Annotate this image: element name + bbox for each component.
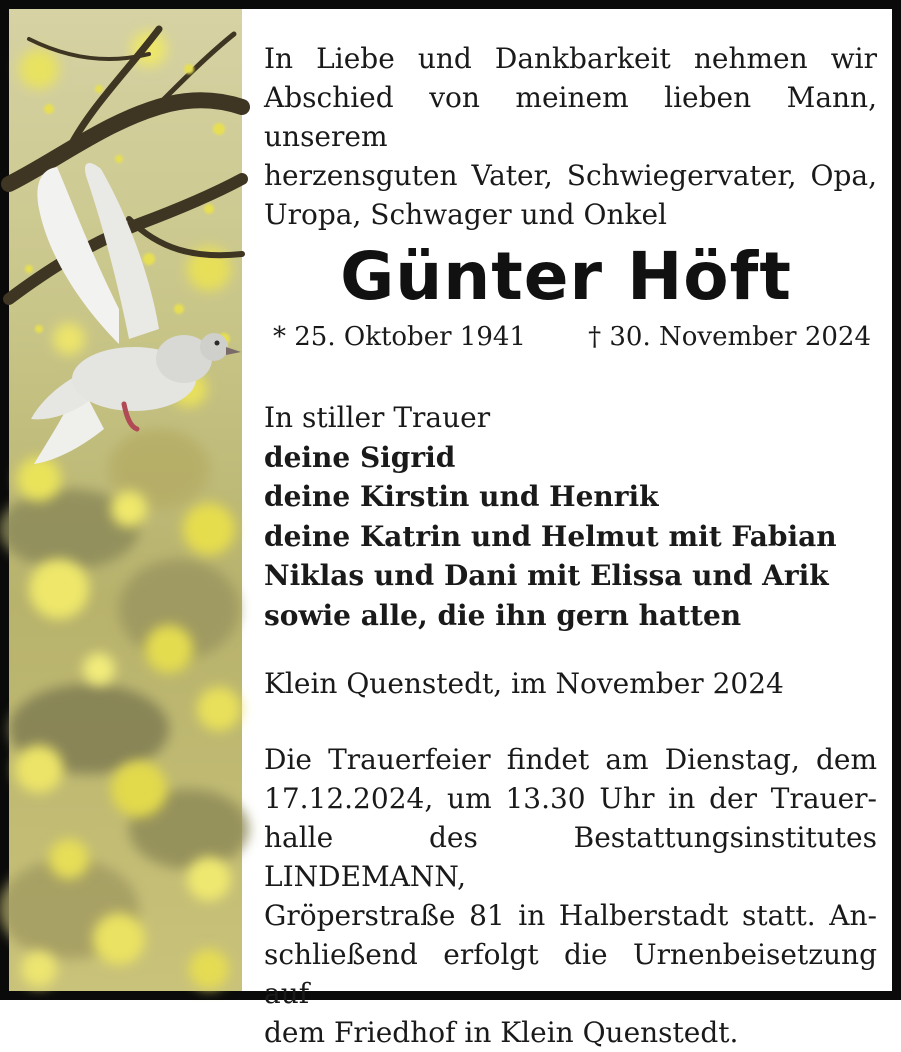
death-date: † 30. November 2024 — [588, 322, 871, 352]
intro-paragraph — [264, 39, 877, 234]
mourning-lead: In stiller Trauer — [264, 401, 491, 434]
birth-date: * 25. Oktober 1941 — [273, 322, 526, 352]
service-line: halle des Bestattungsinstitutes LINDEMANN, — [264, 821, 877, 893]
service-line: schließend erfolgt die Urnenbeisetzung auf — [264, 938, 877, 1010]
intro-line: herzensguten Vater, Schwiegervater, Opa, — [264, 159, 877, 192]
intro-line: Uropa, Schwager und Onkel — [264, 198, 667, 231]
notice-text — [255, 9, 877, 1049]
intro-line: In Liebe und Dankbarkeit nehmen wir — [264, 42, 877, 75]
service-line: Die Trauerfeier findet am Dienstag, dem — [264, 743, 877, 776]
mourner-line: sowie alle, die ihn gern hatten — [264, 598, 742, 632]
mourner-line: Niklas und Dani mit Elissa und Arik — [264, 559, 829, 593]
mourners-block — [264, 398, 877, 636]
intro-line: Abschied von meinem lieben Mann, unserem — [264, 81, 877, 153]
funeral-service-paragraph — [264, 740, 877, 1052]
service-line: dem Friedhof in Klein Quenstedt. — [264, 1016, 739, 1049]
mourner-line: deine Kirstin und Henrik — [264, 480, 659, 514]
deceased-name: Günter Höft — [340, 238, 792, 315]
service-line: 17.12.2024, um 13.30 Uhr in der Trauer- — [264, 782, 877, 815]
mourner-line: deine Katrin und Helmut mit Fabian — [264, 519, 837, 553]
service-line: Gröperstraße 81 in Halberstadt statt. An- — [264, 899, 877, 932]
photo-dove-blossoms — [9, 9, 242, 991]
place-and-date: Klein Quenstedt, im November 2024 — [264, 667, 784, 700]
mourner-line: deine Sigrid — [264, 440, 456, 474]
